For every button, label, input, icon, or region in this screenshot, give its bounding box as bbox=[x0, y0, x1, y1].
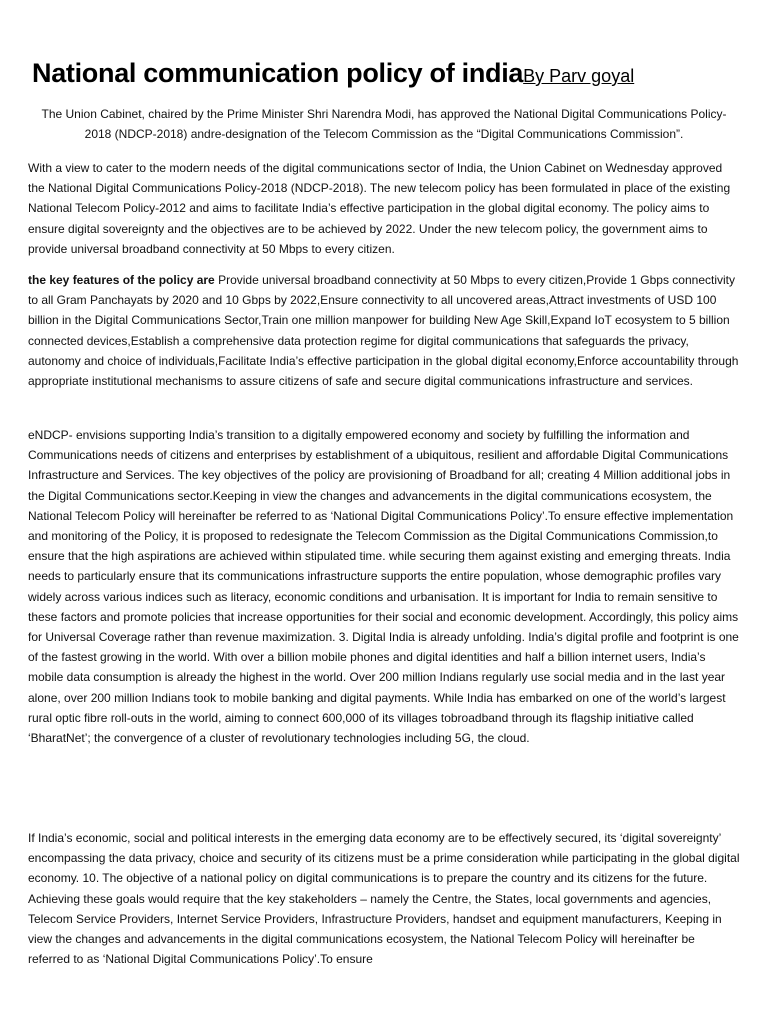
author-byline: By Parv goyal bbox=[523, 66, 635, 86]
intro-summary: The Union Cabinet, chaired by the Prime Minister Shri Narendra Modi, has approved the National Digital Communications Policy-2018 (NDCP-2018) andre-designation of the Telecom Commission as the “Digital Communications Commission”. bbox=[41, 107, 727, 141]
document-title: National communication policy of india bbox=[32, 58, 524, 88]
paragraph-overview bbox=[28, 158, 740, 259]
paragraph-lead: the key features of the policy are bbox=[28, 273, 215, 287]
paragraph-text: If India’s economic, social and political interests in the emerging data economy are to be effectively secured, its ‘digital sovereignty’ encompassing the data privacy, choice and security of its citizens must be a prime consideration while participating in the global digital economy. 10. The objective of a national policy on digital communications is to prepare the country and its citizens for the future. Achieving these goals would require that the key stakeholders – namely the Centre, the States, local governments and agencies, Telecom Service Providers, Internet Service Providers, Infrastructure Providers, handset and equipment manufacturers, Keeping in view the changes and advancements in the digital communications ecosystem, the National Telecom Policy will hereinafter be referred to as ‘National Digital Communications Policy’.To ensure bbox=[28, 831, 740, 967]
title-row bbox=[32, 58, 752, 89]
paragraph-digital-sovereignty bbox=[28, 828, 740, 969]
paragraph-key-features bbox=[28, 270, 740, 391]
paragraph-text: Provide universal broadband connectivity at 50 Mbps to every citizen,Provide 1 Gbps connectivity to all Gram Panchayats by 2020 and 10 Gbps by 2022,Ensure connectivity to all uncovered areas,Attract investments of USD 100 billion in the Digital Communications Sector,Train one million manpower for building New Age Skill,Expand IoT ecosystem to 5 billion connected devices,Establish a comprehensive data protection regime for digital communications that safeguards the privacy, autonomy and choice of individuals,Facilitate India’s effective participation in the global digital economy,Enforce accountability through appropriate institutional mechanisms to assure citizens of safe and secure digital communications infrastructure and services. bbox=[28, 273, 739, 389]
paragraph-text: eNDCP- envisions supporting India’s transition to a digitally empowered economy and society by fulfilling the information and Communications needs of citizens and enterprises by establishment of a ubiquitous, resilient and affordable Digital Communications Infrastructure and Services. The key objectives of the policy are provisioning of Broadband for all; creating 4 Million additional jobs in the Digital Communications sector.Keeping in view the changes and advancements in the digital communications ecosystem, the National Telecom Policy will hereinafter be referred to as ‘National Digital Communications Policy’.To ensure effective implementation and monitoring of the Policy, it is proposed to redesignate the Telecom Commission as the Digital Communications Commission,to ensure that the high aspirations are achieved within stipulated time. while securing them against existing and emerging threats. India needs to particularly ensure that its communications infrastructure supports the entire population, whose demographic profiles vary widely across various indices such as literacy, economic conditions and urbanisation. It is important for India to remain sensitive to these factors and promote policies that increase opportunities for their social and economic development. Accordingly, this policy aims for Universal Coverage rather than revenue maximization. 3. Digital India is already unfolding. India’s digital profile and footprint is one of the fastest growing in the world. With over a billion mobile phones and digital identities and half a billion internet users, India’s mobile data consumption is already the highest in the world. Over 200 million Indians regularly use social media and in the last year alone, over 200 million Indians took to mobile banking and digital payments. While India has embarked on one of the world’s largest rural optic fibre roll-outs in the world, aiming to connect 600,000 of its villages tobroadband through its flagship initiative called ‘BharatNet’; the convergence of a cluster of revolutionary technologies including 5G, the cloud. bbox=[28, 428, 739, 746]
paragraph-endcp bbox=[28, 425, 740, 748]
paragraph-text: With a view to cater to the modern needs of the digital communications sector of India, the Union Cabinet on Wednesday approved the National Digital Communications Policy-2018 (NDCP-2018). The new telecom policy has been formulated in place of the existing National Telecom Policy-2012 and aims to facilitate India’s effective participation in the global digital economy. The policy aims to ensure digital sovereignty and the objectives are to be achieved by 2022. Under the new telecom policy, the government aims to provide universal broadband connectivity at 50 Mbps to every citizen. bbox=[28, 161, 731, 256]
